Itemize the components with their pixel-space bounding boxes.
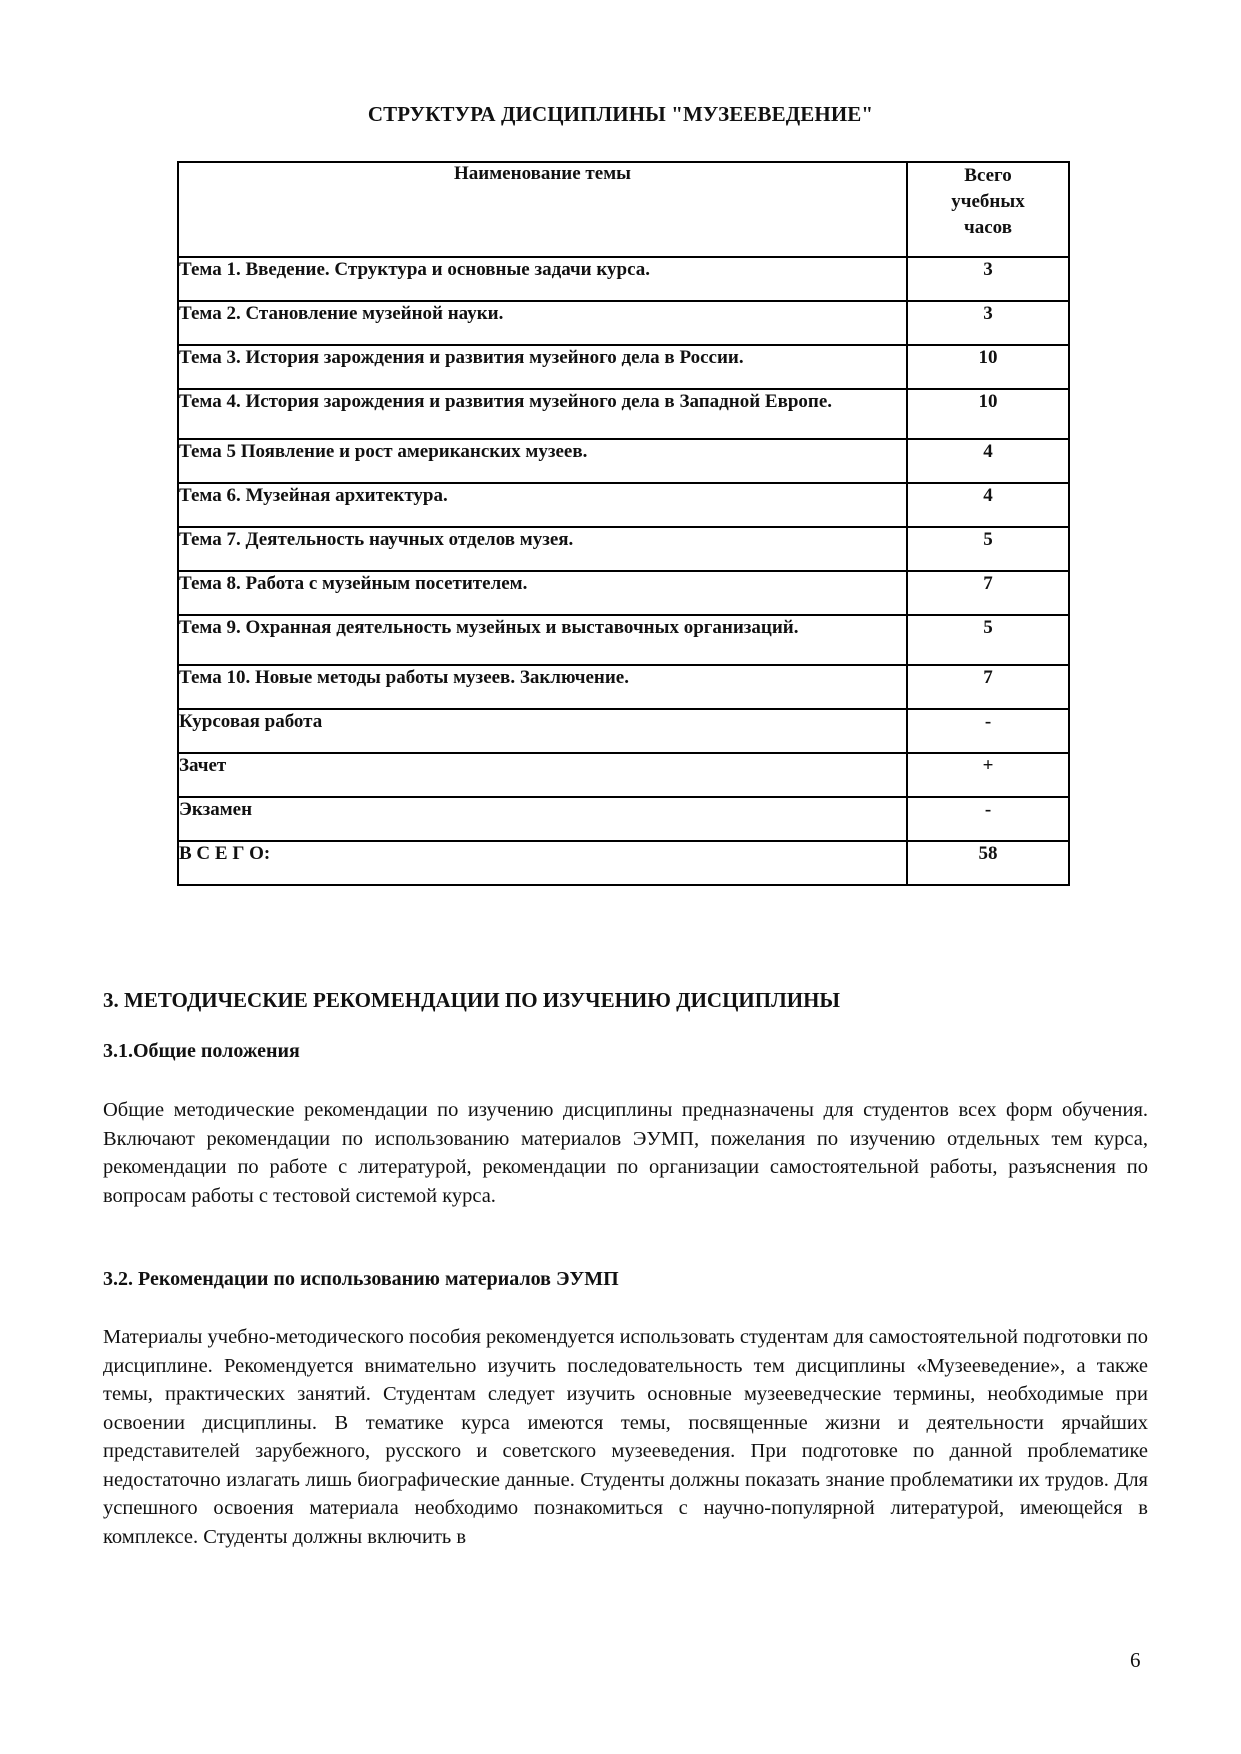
topic-hours: 7 <box>907 571 1069 615</box>
table-row <box>178 439 1069 483</box>
subsection-heading-materials: 3.2. Рекомендации по использованию материалов ЭУМП <box>103 1268 619 1290</box>
table-row <box>178 797 1069 841</box>
topic-hours: 10 <box>907 389 1069 439</box>
table-row <box>178 345 1069 389</box>
table-row <box>178 665 1069 709</box>
table-row <box>178 753 1069 797</box>
topic-hours: 5 <box>907 615 1069 665</box>
column-header-hours-text: Всего учебных часов <box>951 165 1025 238</box>
subsection-heading-general: 3.1.Общие положения <box>103 1040 300 1062</box>
table-header-row <box>178 162 1069 257</box>
topic-hours: 3 <box>907 301 1069 345</box>
topic-name: Тема 1. Введение. Структура и основные задачи курса. <box>178 257 907 301</box>
topic-name: Тема 5 Появление и рост американских музеев. <box>178 439 907 483</box>
table-row <box>178 615 1069 665</box>
table-row <box>178 389 1069 439</box>
section-heading: 3. МЕТОДИЧЕСКИЕ РЕКОМЕНДАЦИИ ПО ИЗУЧЕНИЮ ДИСЦИПЛИНЫ <box>103 988 841 1012</box>
coursework-label: Курсовая работа <box>178 709 907 753</box>
column-header-hours <box>907 162 1069 257</box>
topic-hours: 4 <box>907 439 1069 483</box>
discipline-structure-table <box>177 161 1070 886</box>
page-number: 6 <box>1130 1648 1141 1672</box>
topic-name: Тема 6. Музейная архитектура. <box>178 483 907 527</box>
topic-name: Тема 2. Становление музейной науки. <box>178 301 907 345</box>
table-row <box>178 571 1069 615</box>
document-title: СТРУКТУРА ДИСЦИПЛИНЫ "МУЗЕЕВЕДЕНИЕ" <box>367 102 874 126</box>
topic-name: Тема 9. Охранная деятельность музейных и выставочных организаций. <box>178 615 907 665</box>
topic-name: Тема 8. Работа с музейным посетителем. <box>178 571 907 615</box>
credit-label: Зачет <box>178 753 907 797</box>
topic-hours: 3 <box>907 257 1069 301</box>
table-row <box>178 709 1069 753</box>
total-label: В С Е Г О: <box>178 841 907 885</box>
table-row <box>178 527 1069 571</box>
exam-value: - <box>907 797 1069 841</box>
topic-name: Тема 3. История зарождения и развития музейного дела в России. <box>178 345 907 389</box>
column-header-topic: Наименование темы <box>178 162 907 257</box>
topic-name: Тема 7. Деятельность научных отделов музея. <box>178 527 907 571</box>
paragraph-materials: Материалы учебно-методического пособия рекомендуется использовать студентам для самостоятельной подготовки по дисциплине. Рекомендуется внимательно изучить последовательность тем дисциплины «Музееведение», а также темы, практических занятий. Студентам следует изучить основные музееведческие термины, необходимые при освоении дисциплины. В тематике курса имеются темы, посвященные жизни и деятельности ярчайших представителей зарубежного, русского и советского музееведения. При подготовке по данной проблематике недостаточно излагать лишь биографические данные. Студенты должны показать знание проблематики их трудов. Для успешного освоения материала необходимо познакомиться с научно-популярной литературой, имеющейся в комплексе. Студенты должны включить в <box>103 1326 1148 1548</box>
credit-value: + <box>907 753 1069 797</box>
total-hours: 58 <box>907 841 1069 885</box>
table-row <box>178 257 1069 301</box>
exam-label: Экзамен <box>178 797 907 841</box>
table-row <box>178 301 1069 345</box>
topic-hours: 10 <box>907 345 1069 389</box>
topic-name: Тема 4. История зарождения и развития музейного дела в Западной Европе. <box>178 389 907 439</box>
coursework-value: - <box>907 709 1069 753</box>
table-row-total <box>178 841 1069 885</box>
table-row <box>178 483 1069 527</box>
topic-hours: 4 <box>907 483 1069 527</box>
topic-hours: 7 <box>907 665 1069 709</box>
topic-name: Тема 10. Новые методы работы музеев. Заключение. <box>178 665 907 709</box>
topic-hours: 5 <box>907 527 1069 571</box>
paragraph-general: Общие методические рекомендации по изучению дисциплины предназначены для студентов всех форм обучения. Включают рекомендации по использованию материалов ЭУМП, пожелания по изучению отдельных тем курса, рекомендации по работе с литературой, рекомендации по организации самостоятельной работы, разъяснения по вопросам работы с тестовой системой курса. <box>103 1099 1148 1207</box>
